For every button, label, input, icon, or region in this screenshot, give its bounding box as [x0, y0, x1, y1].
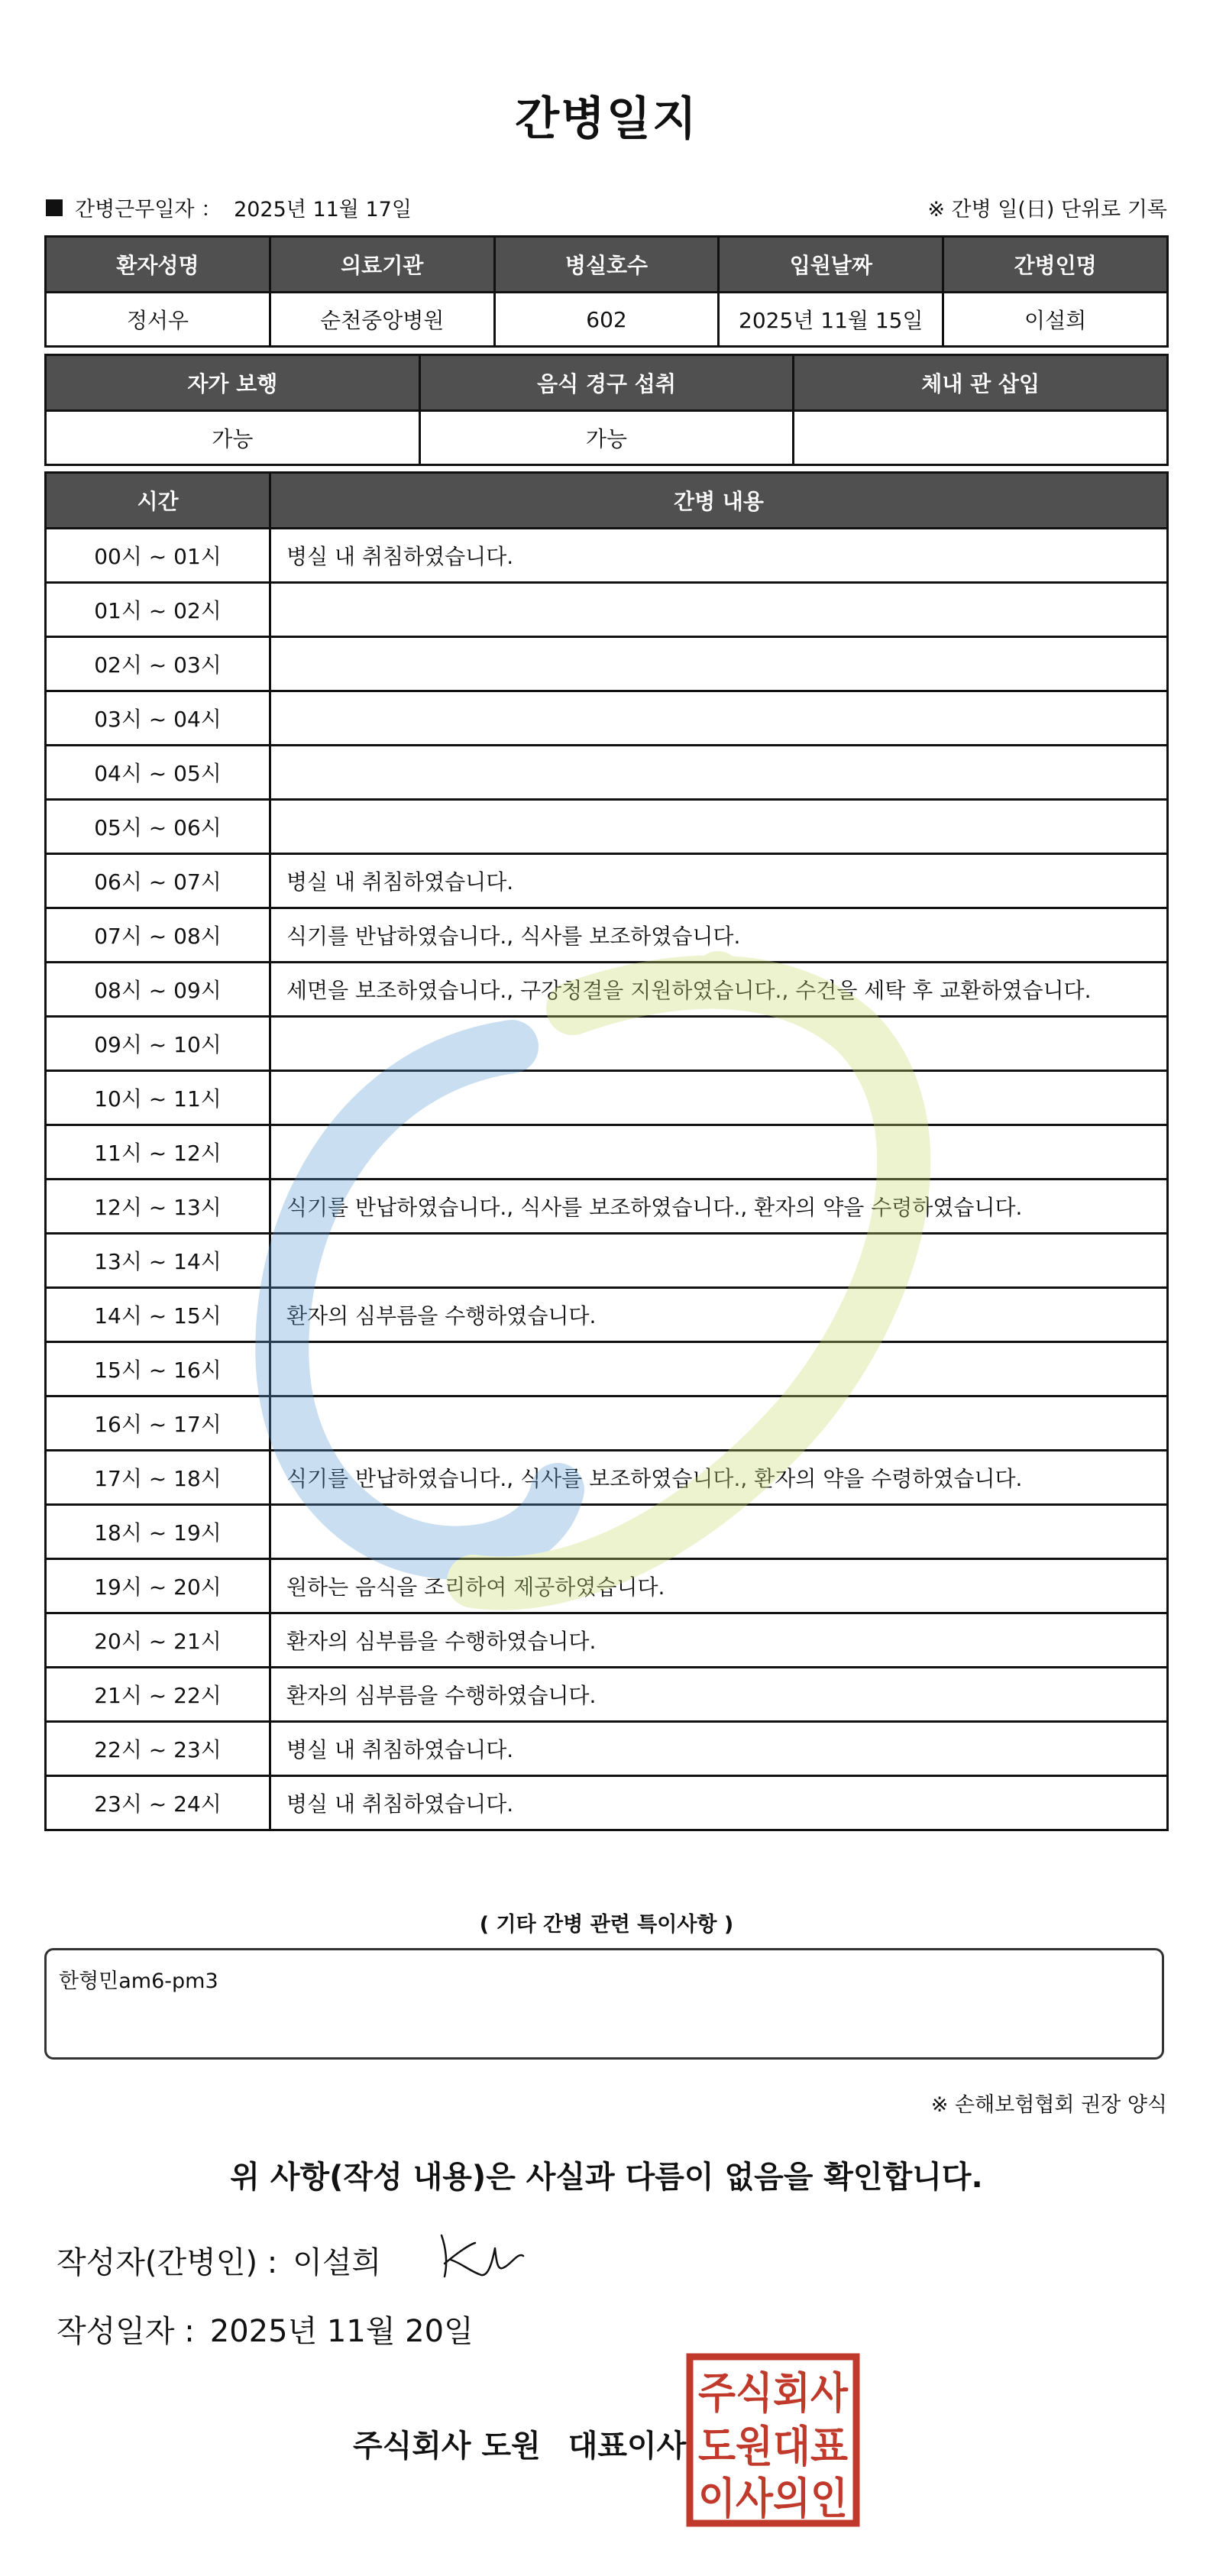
table-row: [46, 800, 1168, 854]
care-content: [270, 1396, 1168, 1451]
care-content: 식기를 반납하였습니다., 식사를 보조하였습니다., 환자의 약을 수령하였습니다.: [270, 1180, 1168, 1234]
notes-box: [44, 1948, 1164, 2060]
seal-line-3: 이사의인: [698, 2474, 848, 2524]
info-header: 환자성명: [46, 237, 270, 293]
table-row: [46, 529, 1168, 583]
info-header: 의료기관: [270, 237, 494, 293]
tube-insertion-value: [794, 411, 1168, 465]
company-title: 대표이사: [568, 2429, 687, 2464]
care-content: 식기를 반납하였습니다., 식사를 보조하였습니다., 환자의 약을 수령하였습니다.: [270, 1451, 1168, 1505]
work-date-value: 2025년 11월 17일: [234, 198, 412, 222]
patient-info-table: [44, 235, 1169, 348]
table-row: [46, 1451, 1168, 1505]
self-walking-value: 가능: [46, 411, 420, 465]
status-header: 음식 경구 섭취: [419, 355, 794, 411]
source-note: ※ 손해보험협회 권장 양식: [930, 2093, 1167, 2117]
care-content: 세면을 보조하였습니다., 구강청결을 지원하였습니다., 수건을 세탁 후 교환하였습니다.: [270, 963, 1168, 1017]
page-title: 간병일지: [515, 92, 698, 146]
time-slot: 02시 ~ 03시: [46, 637, 270, 691]
table-row: [46, 1342, 1168, 1396]
time-slot: 00시 ~ 01시: [46, 529, 270, 583]
care-content: [270, 1342, 1168, 1396]
content-header: 간병 내용: [270, 473, 1168, 529]
seal-line-2: 도원대표: [698, 2422, 848, 2472]
time-slot: 18시 ~ 19시: [46, 1505, 270, 1559]
time-header: 시간: [46, 473, 270, 529]
seal-line-1: 주식회사: [698, 2369, 849, 2419]
status-header: 자가 보행: [46, 355, 420, 411]
time-slot: 10시 ~ 11시: [46, 1071, 270, 1125]
time-slot: 12시 ~ 13시: [46, 1180, 270, 1234]
table-row: [46, 963, 1168, 1017]
handwritten-signature: [428, 2229, 535, 2283]
care-content: 병실 내 취침하였습니다.: [270, 1776, 1168, 1830]
written-date-value: 2025년 11월 20일: [209, 2314, 474, 2349]
care-log-table: [44, 471, 1169, 1831]
care-content: [270, 800, 1168, 854]
table-row: [46, 908, 1168, 963]
info-header: 간병인명: [943, 237, 1168, 293]
notes-title: ( 기타 간병 관련 특이사항 ): [479, 1913, 734, 1937]
care-content: 병실 내 취침하였습니다.: [270, 529, 1168, 583]
company-seal-stamp: [686, 2353, 860, 2527]
table-row: [46, 1234, 1168, 1288]
care-content: 환자의 심부름을 수행하였습니다.: [270, 1668, 1168, 1722]
table-row: [46, 1668, 1168, 1722]
table-row: [46, 1180, 1168, 1234]
confirmation-statement: 위 사항(작성 내용)은 사실과 다름이 없음을 확인합니다.: [230, 2160, 983, 2195]
hospital-name: 순천중앙병원: [270, 293, 494, 347]
time-slot: 20시 ~ 21시: [46, 1613, 270, 1668]
table-row: [46, 691, 1168, 746]
care-content: [270, 746, 1168, 800]
care-content: [270, 1071, 1168, 1125]
patient-status-table: [44, 354, 1169, 466]
care-content: 환자의 심부름을 수행하였습니다.: [270, 1613, 1168, 1668]
company-name: 주식회사 도원: [353, 2429, 541, 2464]
time-slot: 05시 ~ 06시: [46, 800, 270, 854]
time-slot: 11시 ~ 12시: [46, 1125, 270, 1180]
table-row: [46, 637, 1168, 691]
time-slot: 17시 ~ 18시: [46, 1451, 270, 1505]
writer-name: 이설희: [293, 2245, 382, 2280]
time-slot: 21시 ~ 22시: [46, 1668, 270, 1722]
oral-intake-value: 가능: [419, 411, 794, 465]
care-content: [270, 691, 1168, 746]
info-header: 병실호수: [494, 237, 719, 293]
status-header: 체내 관 삽입: [794, 355, 1168, 411]
care-content: 환자의 심부름을 수행하였습니다.: [270, 1288, 1168, 1342]
care-content: 원하는 음식을 조리하여 제공하였습니다.: [270, 1559, 1168, 1613]
time-slot: 14시 ~ 15시: [46, 1288, 270, 1342]
table-row: [46, 1125, 1168, 1180]
time-slot: 03시 ~ 04시: [46, 691, 270, 746]
table-row: [46, 1559, 1168, 1613]
care-content: [270, 637, 1168, 691]
time-slot: 22시 ~ 23시: [46, 1722, 270, 1776]
writer-label: 작성자(간병인) :: [57, 2245, 278, 2280]
written-date-row: [57, 2307, 474, 2351]
work-date-row: [46, 193, 412, 222]
table-row: [46, 1722, 1168, 1776]
patient-name: 정서우: [46, 293, 270, 347]
care-content: [270, 1234, 1168, 1288]
care-content: [270, 1505, 1168, 1559]
notes-text: 한형민am6-pm3: [59, 1969, 218, 1993]
caregiver-name: 이설희: [943, 293, 1168, 347]
time-slot: 04시 ~ 05시: [46, 746, 270, 800]
square-bullet-icon: [46, 199, 63, 216]
admission-date: 2025년 11월 15일: [719, 293, 943, 347]
time-slot: 19시 ~ 20시: [46, 1559, 270, 1613]
table-row: [46, 1288, 1168, 1342]
writer-row: [57, 2238, 381, 2282]
time-slot: 08시 ~ 09시: [46, 963, 270, 1017]
record-note: ※ 간병 일(日) 단위로 기록: [927, 198, 1167, 222]
care-content: [270, 1017, 1168, 1071]
time-slot: 15시 ~ 16시: [46, 1342, 270, 1396]
care-content: 식기를 반납하였습니다., 식사를 보조하였습니다.: [270, 908, 1168, 963]
time-slot: 23시 ~ 24시: [46, 1776, 270, 1830]
table-row: [46, 1776, 1168, 1830]
table-row: [46, 583, 1168, 637]
info-header: 입원날짜: [719, 237, 943, 293]
care-content: 병실 내 취침하였습니다.: [270, 854, 1168, 908]
table-row: [46, 1613, 1168, 1668]
time-slot: 09시 ~ 10시: [46, 1017, 270, 1071]
time-slot: 16시 ~ 17시: [46, 1396, 270, 1451]
care-content: [270, 583, 1168, 637]
time-slot: 13시 ~ 14시: [46, 1234, 270, 1288]
care-content: 병실 내 취침하였습니다.: [270, 1722, 1168, 1776]
written-date-label: 작성일자 :: [57, 2314, 195, 2349]
company-signoff: [353, 2422, 686, 2465]
table-row: [46, 1505, 1168, 1559]
care-content: [270, 1125, 1168, 1180]
table-row: [46, 746, 1168, 800]
time-slot: 07시 ~ 08시: [46, 908, 270, 963]
work-date-label: 간병근무일자 ：: [75, 198, 222, 222]
time-slot: 06시 ~ 07시: [46, 854, 270, 908]
time-slot: 01시 ~ 02시: [46, 583, 270, 637]
table-row: [46, 1017, 1168, 1071]
table-row: [46, 854, 1168, 908]
table-row: [46, 1396, 1168, 1451]
room-number: 602: [494, 293, 719, 347]
table-row: [46, 1071, 1168, 1125]
